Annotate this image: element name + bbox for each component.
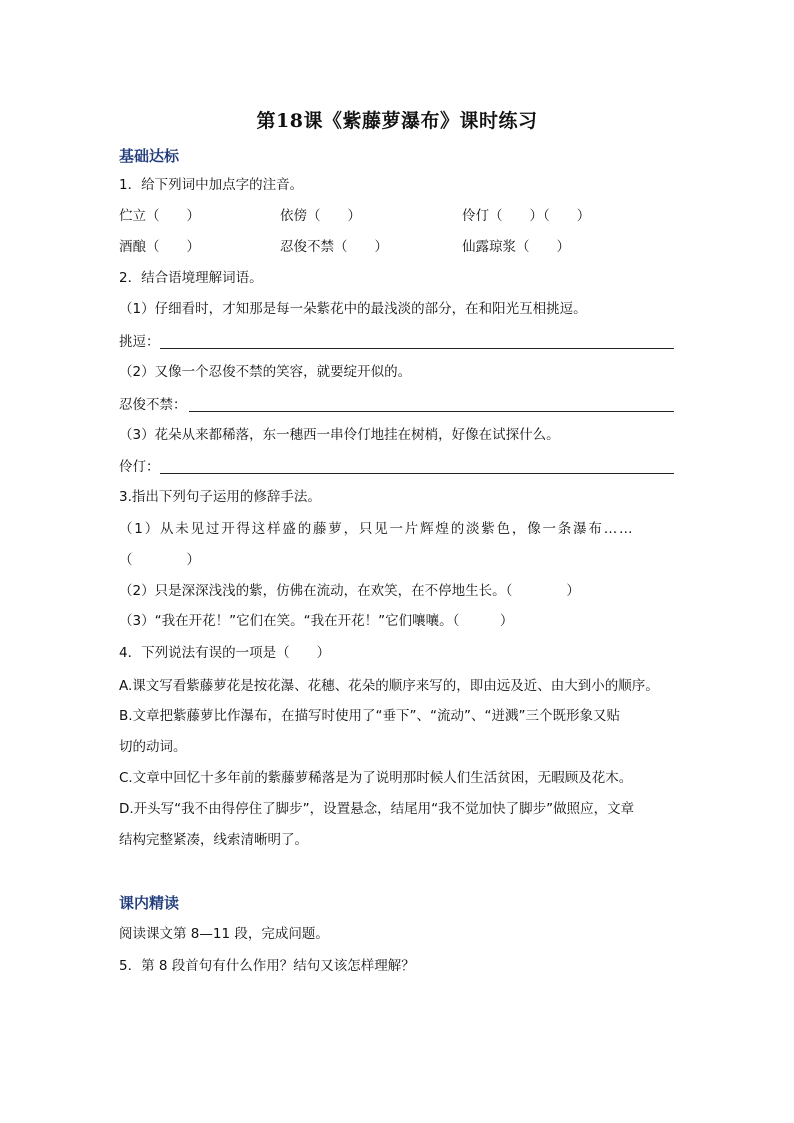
pinyin-blank-word: 酒酿（ ） (119, 239, 200, 255)
question-2-sentence-1: （1）仔细看时，才知那是每一朵紫花中的最浅淡的部分，在和阳光互相挑逗。 (119, 301, 587, 317)
option-c: C.文章中回忆十多年前的紫藤萝稀落是为了说明那时候人们生活贫困，无暇顾及花木。 (119, 770, 633, 786)
question-3-sentence-1-blank: （ ） (119, 552, 200, 568)
answer-line[interactable] (189, 410, 674, 412)
pinyin-blank-word: 伶仃（ ）（ ） (462, 208, 591, 224)
answer-label-tiaodou: 挑逗： (119, 334, 160, 350)
option-b: B.文章把紫藤萝比作瀑布，在描写时使用了“垂下”、“流动”、“迸溅”三个既形象又贴 (119, 708, 621, 724)
section-heading-basics: 基础达标 (119, 147, 180, 165)
question-3-sentence-1: （1）从未见过开得这样盛的藤萝，只见一片辉煌的淡紫色，像一条瀑布…… (119, 521, 635, 537)
question-1-stem: 1．给下列词中加点字的注音。 (119, 177, 304, 193)
question-2-sentence-2: （2）又像一个忍俊不禁的笑容，就要绽开似的。 (119, 364, 412, 380)
section-heading-reading: 课内精读 (119, 894, 180, 912)
question-5-stem: 5．第 8 段首句有什么作用？结句又该怎样理解？ (119, 958, 415, 974)
answer-line[interactable] (160, 347, 674, 349)
question-3-sentence-2: （2）只是深深浅浅的紫，仿佛在流动，在欢笑，在不停地生长。（ ） (119, 583, 580, 599)
pinyin-blank-word: 依傍（ ） (280, 208, 361, 224)
answer-line[interactable] (160, 472, 674, 474)
answer-label-renjunbujin: 忍俊不禁： (119, 397, 187, 413)
option-d-continued: 结构完整紧凑，线索清晰明了。 (119, 832, 308, 848)
option-b-continued: 切的动词。 (119, 739, 187, 755)
question-3-sentence-3: （3）“我在开花！”它们在笑。“我在开花！”它们嚷嚷。（ ） (119, 613, 514, 629)
pinyin-blank-word: 忍俊不禁（ ） (280, 239, 388, 255)
question-4-stem: 4．下列说法有误的一项是（ ） (119, 645, 331, 661)
question-2-sentence-3: （3）花朵从来都稀落，东一穗西一串伶仃地挂在树梢，好像在试探什么。 (119, 427, 560, 443)
option-a: A.课文写看紫藤萝花是按花瀑、花穗、花朵的顺序来写的，即由远及近、由大到小的顺序。 (119, 678, 659, 694)
answer-label-lingding: 伶仃： (119, 459, 160, 475)
pinyin-blank-word: 伫立（ ） (119, 208, 200, 224)
page-title: 第18课《紫藤萝瀑布》课时练习 (256, 110, 538, 132)
option-d: D.开头写“我不由得停住了脚步”，设置悬念，结尾用“我不觉加快了脚步”做照应，文章 (119, 801, 635, 817)
question-3-stem: 3.指出下列句子运用的修辞手法。 (119, 489, 321, 505)
question-2-stem: 2．结合语境理解词语。 (119, 270, 263, 286)
reading-instruction: 阅读课文第 8—11 段，完成问题。 (119, 926, 329, 942)
pinyin-blank-word: 仙露琼浆（ ） (462, 239, 570, 255)
